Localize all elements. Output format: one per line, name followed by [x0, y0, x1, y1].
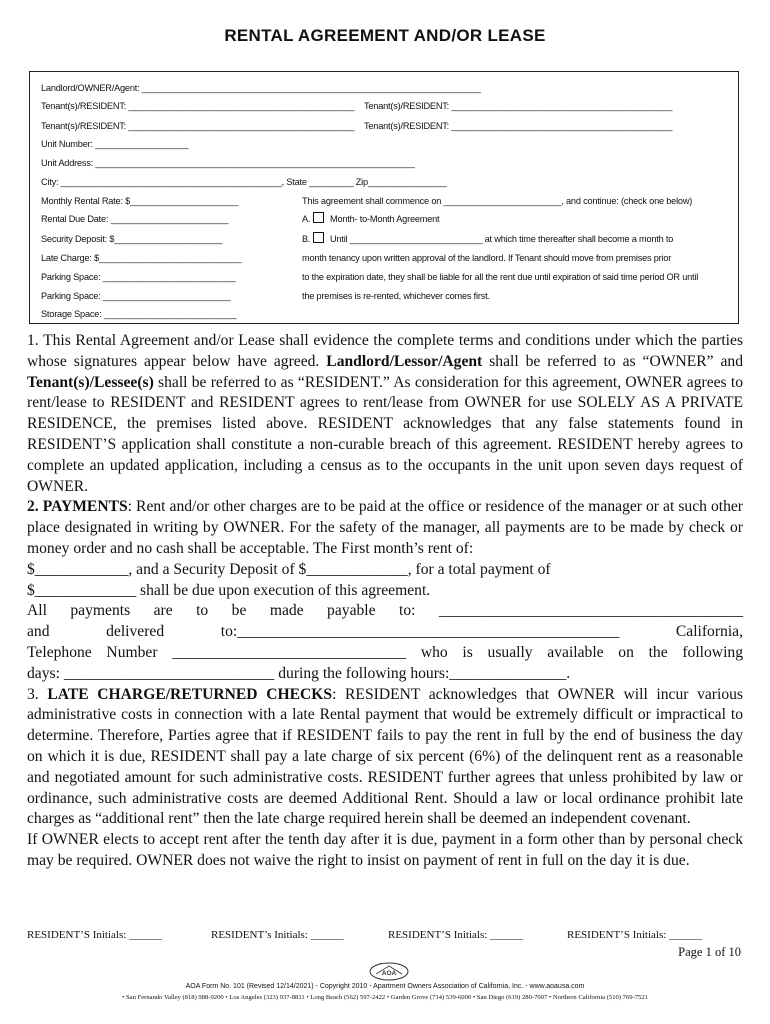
late-charge-field[interactable]: Late Charge: $_____________________________ — [41, 253, 242, 263]
resident-initials-3[interactable]: RESIDENT’S Initials: ______ — [388, 929, 524, 941]
monthly-rent-field[interactable]: Monthly Rental Rate: $______________________ — [41, 196, 239, 206]
document-title: RENTAL AGREEMENT AND/OR LEASE — [224, 26, 546, 45]
footer-offices: • San Fernando Valley (818) 988-9200 • Los Angeles (323) 937-8811 • Long Beach (562) 597-2422 • Garden Grove (714) 539-6000 • San Diego (619) 280-7007 • Northern California (510) 769-7521 — [122, 994, 648, 1001]
delivered-to-line[interactable]: and delivered to:_________________________________________________ California, — [27, 623, 743, 641]
tenant-field-2[interactable]: Tenant(s)/RESIDENT: _____________________________________________ — [364, 101, 673, 111]
unit-address-field[interactable]: Unit Address: _________________________________________________________________ — [41, 158, 415, 168]
month-to-month-checkbox[interactable] — [313, 212, 324, 223]
commence-date-field[interactable]: This agreement shall commence on ________________________, and continue: (check one below) — [302, 196, 693, 206]
option-a-letter: A. — [302, 214, 311, 224]
telephone-line[interactable]: Telephone Number ______________________________ who is usually available on the following — [27, 643, 743, 661]
landlord-field[interactable]: Landlord/OWNER/Agent: _____________________________________________________________________ — [41, 83, 481, 93]
rent-due-date-field[interactable]: Rental Due Date: ________________________ — [41, 214, 229, 224]
parking-space-field-2[interactable]: Parking Space: __________________________ — [41, 291, 231, 301]
option-b-until-field[interactable]: Until ___________________________ at which time thereafter shall become a month to — [330, 234, 674, 244]
section-1: 1. This Rental Agreement and/or Lease shall evidence the complete terms and conditions under which the parties whose signatures appear below have agreed. Landlord/Lessor/Agent shall be referred to as “OWNER” and Tenant(s)/Lessee(s) shall be referred to as “RESIDENT.” As consideration for this agreement, OWNER agrees to rent/lease to RESIDENT and RESIDENT agrees to rent/lease from OWNER for use SOLELY AS A PRIVATE RESIDENCE, the premises listed above. RESIDENT acknowledges that any false statements found in RESIDENT’S application shall constitute a non-curable breach of this agreement. RESIDENT hereby agrees to complete an updated application, including a census as to the occupants in the unit upon seven days request of OWNER. — [27, 332, 744, 495]
unit-number-field[interactable]: Unit Number: ___________________ — [41, 139, 189, 149]
option-a-label: Month- to-Month Agreement — [330, 214, 440, 224]
lease-term-text-2: to the expiration date, they shall be liable for all the rent due until expiration of said time period OR until — [302, 272, 699, 282]
section-2: 2. PAYMENTS: Rent and/or other charges are to be paid at the office or residence of the manager or at such other place designated in writing by OWNER. For the safety of the manager, all payments are to be made by check or money order and no cash shall be acceptable. The First month’s rent of: — [27, 498, 743, 557]
aoa-logo-icon — [369, 962, 409, 981]
fixed-term-checkbox[interactable] — [313, 232, 324, 243]
storage-space-field[interactable]: Storage Space: ___________________________ — [41, 309, 237, 319]
agreement-body — [27, 331, 743, 872]
logo-text: AOA — [381, 970, 397, 977]
tenant-field-1[interactable]: Tenant(s)/RESIDENT: ______________________________________________ — [41, 101, 355, 111]
parking-space-field-1[interactable]: Parking Space: ___________________________ — [41, 272, 236, 282]
section-3-continued: If OWNER elects to accept rent after the tenth day after it is due, payment in a form other than by personal check may be required. OWNER does not waive the right to insist on payment of rent in full on the day it is due. — [27, 831, 743, 869]
resident-initials-1[interactable]: RESIDENT’S Initials: ______ — [27, 929, 163, 941]
payment-due-line[interactable]: $_____________ shall be due upon execution of this agreement. — [27, 581, 431, 599]
page-number: Page 1 of 10 — [678, 945, 741, 959]
resident-initials-4[interactable]: RESIDENT’S Initials: ______ — [567, 929, 703, 941]
security-deposit-field[interactable]: Security Deposit: $______________________ — [41, 234, 223, 244]
resident-initials-2[interactable]: RESIDENT’s Initials: ______ — [211, 929, 344, 941]
days-hours-line[interactable]: days: ___________________________ during the following hours:_______________. — [27, 664, 571, 682]
tenant-field-4[interactable]: Tenant(s)/RESIDENT: _____________________________________________ — [364, 121, 673, 131]
section-3: 3. LATE CHARGE/RETURNED CHECKS: RESIDENT acknowledges that OWNER will incur various administrative costs in connection with a late Rental payment that would be extremely difficult or impractical to determine. Therefore, Parties agree that if RESIDENT fails to pay the rent in full by the end of business the day on which it is due, RESIDENT shall pay a late charge of six percent (6%) of the delinquent rent as a reasonable and negotiated amount for such administrative costs. RESIDENT further agrees that unless prohibited by law or ordinance, such administrative costs are deemed Additional Rent. Should a law or local ordinance prohibit late charges as “additional rent” then the late charge required herein shall be deemed an independent covenant. — [27, 685, 743, 828]
footer-copyright: AOA Form No. 101 (Revised 12/14/2021) - Copyright 2010 - Apartment Owners Association of California, Inc. - www.aoausa.com — [185, 983, 585, 990]
city-state-zip-field[interactable]: City: _____________________________________________, State _________ Zip________________ — [41, 177, 447, 187]
lease-term-text-1: month tenancy upon written approval of the landlord. If Tenant should move from premises prior — [302, 253, 672, 263]
payment-total-line[interactable]: $____________, and a Security Deposit of $_____________, for a total payment of — [27, 560, 551, 578]
option-b-letter: B. — [302, 234, 311, 244]
payable-to-line[interactable]: All payments are to be made payable to: _______________________________________ — [27, 602, 743, 620]
lease-term-text-3: the premises is re-rented, whichever comes first. — [302, 291, 490, 301]
tenant-field-3[interactable]: Tenant(s)/RESIDENT: ______________________________________________ — [41, 121, 355, 131]
